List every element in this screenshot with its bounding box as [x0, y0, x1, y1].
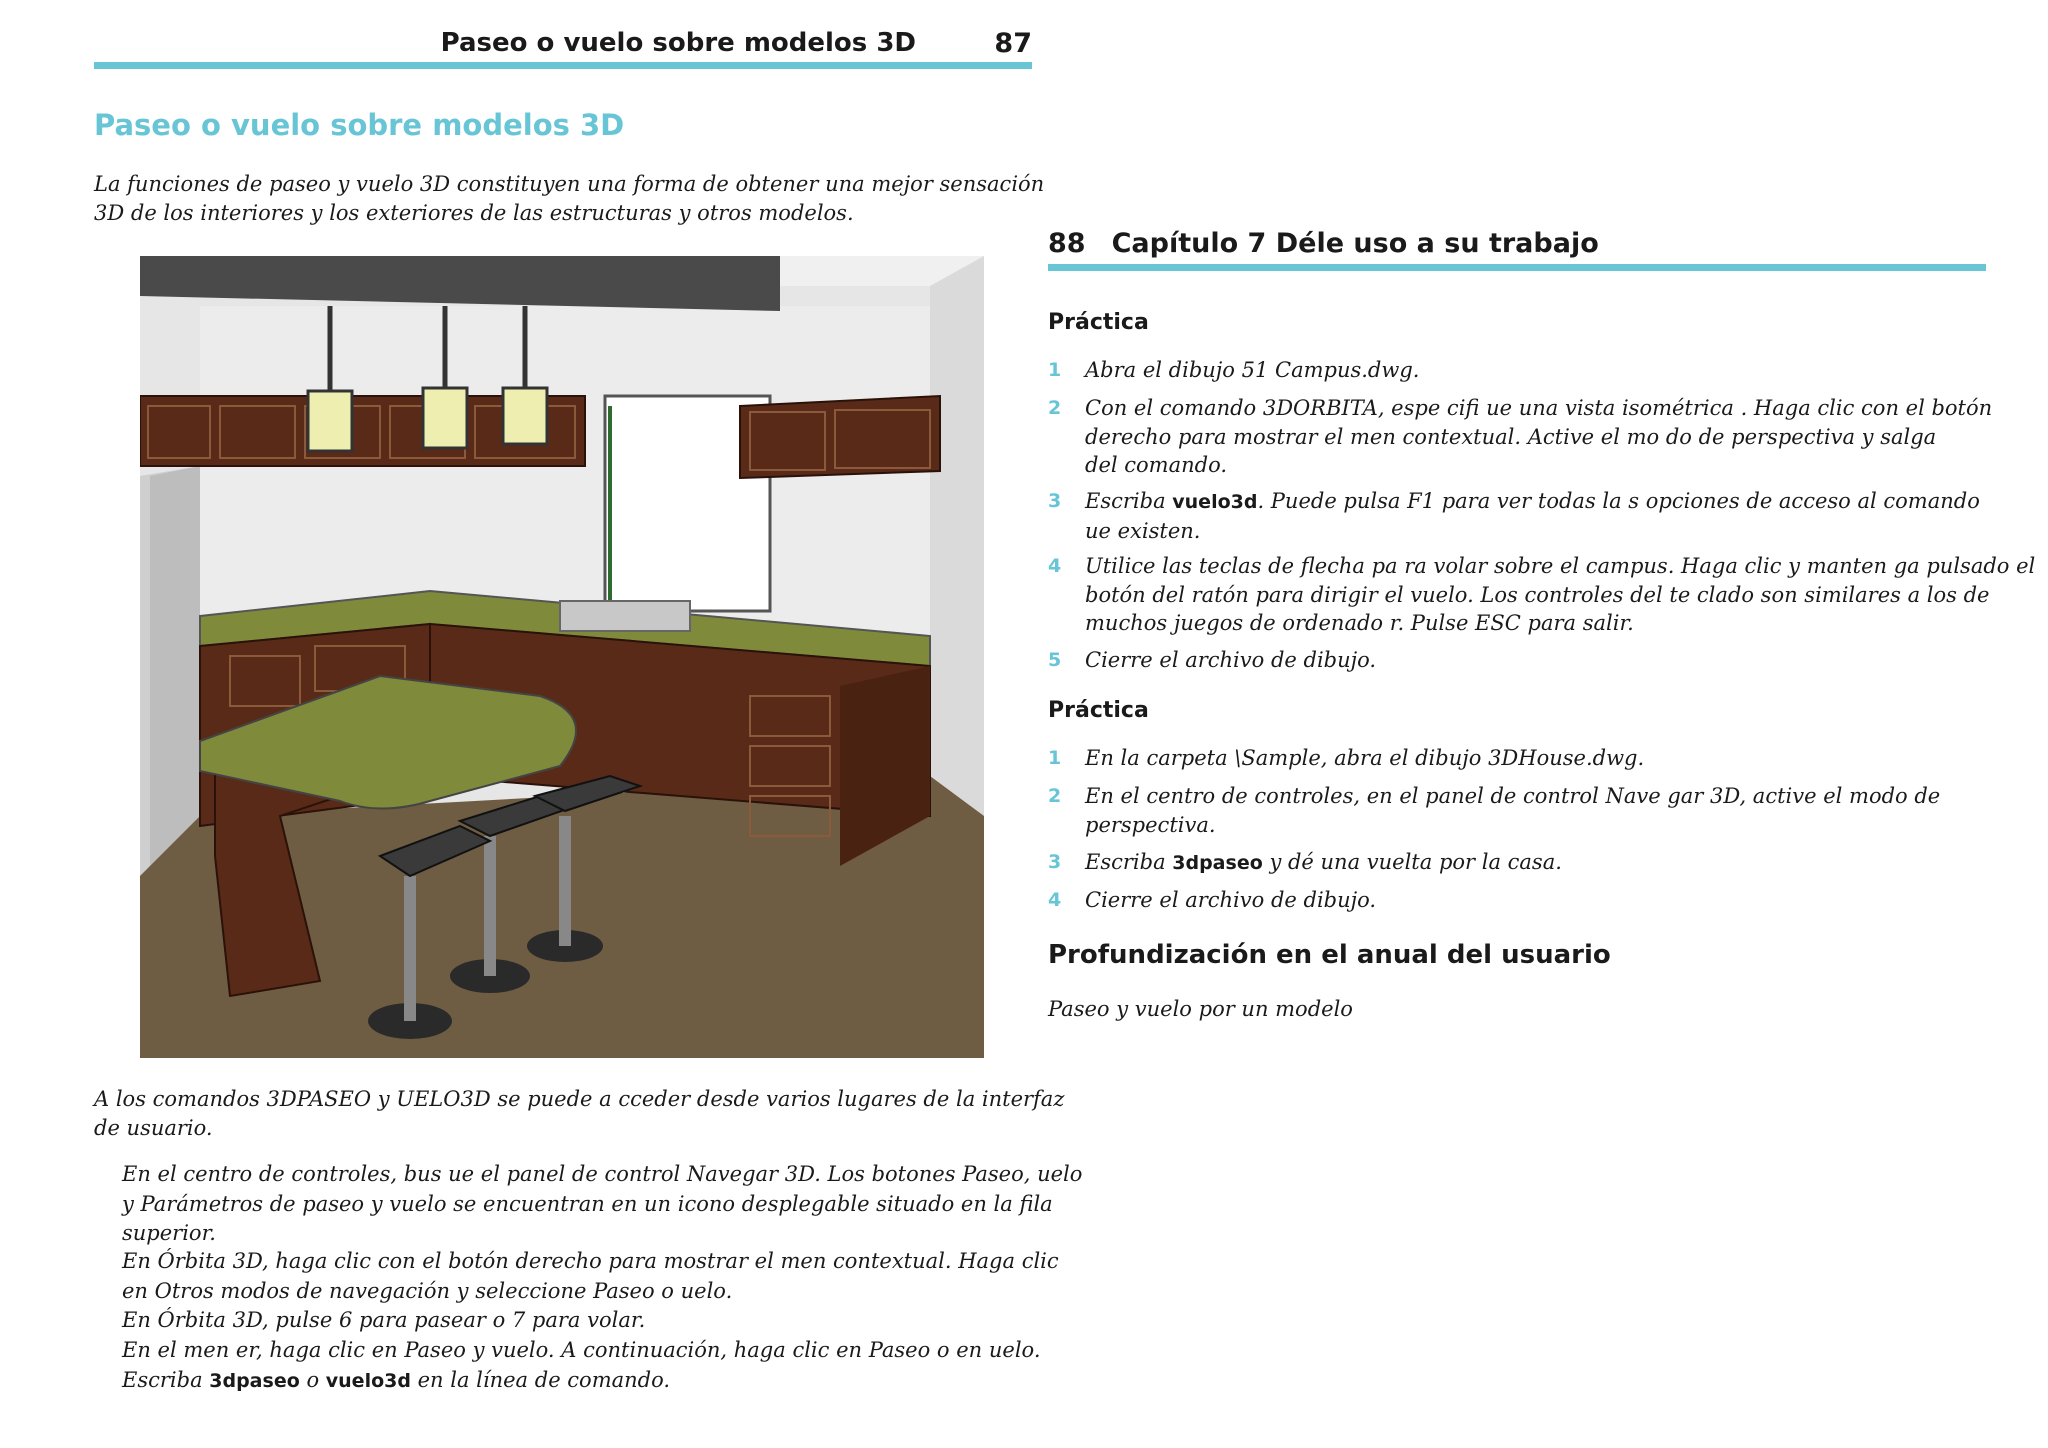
list-item-line: En el centro de controles, bus ue el panel de control Navegar 3D. Los botones Paseo, uelo	[122, 1162, 1083, 1186]
practice1-title: Práctica	[1048, 310, 1149, 335]
step-number: 4	[1048, 889, 1062, 911]
step-text: Cierre el archivo de dibujo.	[1085, 888, 1377, 912]
command-vuelo3d: vuelo3d	[1172, 491, 1258, 513]
left-header-title: Paseo o vuelo sobre modelos 3D	[440, 28, 916, 58]
list-item-line: En Órbita 3D, pulse 6 para pasear o 7 para volar.	[122, 1308, 646, 1332]
last-bullet-prefix: Escriba	[122, 1368, 210, 1392]
list-item-line: y Parámetros de paseo y vuelo se encuentran en un icono desplegable situado en la fila	[122, 1191, 1053, 1216]
step-text: botón del ratón para dirigir el vuelo. Los controles del te clado son similares a los de	[1085, 582, 1990, 607]
step-text: En la carpeta \Sample, abra el dibujo 3DHouse.dwg.	[1085, 746, 1645, 770]
left-page-header	[94, 28, 1032, 62]
step-text: derecho para mostrar el men contextual. Active el mo do de perspectiva y salga	[1085, 424, 1937, 449]
deep-dive-title: Profundización en el anual del usuario	[1048, 940, 1611, 970]
step-number: 1	[1048, 747, 1062, 769]
step-text: Cierre el archivo de dibujo.	[1085, 648, 1377, 672]
left-page-number: 87	[994, 28, 1032, 59]
step-number: 3	[1048, 490, 1062, 512]
chapter-title: Capítulo 7 Déle uso a su trabajo	[1111, 228, 1599, 259]
list-item	[122, 1160, 1082, 1249]
kitchen-3d-model-image	[140, 256, 984, 1058]
step-text: del comando.	[1085, 453, 1228, 477]
step-number: 3	[1048, 851, 1062, 873]
left-header-rule	[94, 62, 1032, 69]
access-line: de usuario.	[94, 1115, 213, 1140]
step-text: Escriba	[1085, 489, 1173, 513]
step-number: 2	[1048, 785, 1062, 807]
practice2-title: Práctica	[1048, 698, 1149, 723]
list-item	[122, 1247, 1059, 1306]
right-page-number: 88	[1048, 228, 1086, 259]
intro-line: La funciones de paseo y vuelo 3D constituyen una forma de obtener una mejor sensación	[94, 172, 1045, 196]
step-text: Utilice las teclas de flecha pa ra volar sobre el campus. Haga clic y manten ga pulsado el	[1085, 554, 2036, 578]
last-bullet-suffix: en la línea de comando.	[410, 1368, 671, 1392]
intro-paragraph	[94, 170, 1044, 227]
step-text: perspectiva.	[1085, 812, 1216, 837]
command-vuelo3d: vuelo3d	[325, 1370, 411, 1392]
list-item	[122, 1336, 1041, 1366]
access-paragraph	[94, 1085, 1064, 1142]
step-text: En el centro de controles, en el panel de control Nave gar 3D, active el modo de	[1085, 784, 1941, 808]
step-text: ue existen.	[1085, 518, 1201, 543]
step-number: 4	[1048, 555, 1062, 577]
last-bullet-mid: o	[299, 1368, 326, 1392]
list-item-line: en Otros modos de navegación y seleccione Paseo o uelo.	[122, 1278, 733, 1303]
step-number: 5	[1048, 649, 1062, 671]
step-text: muchos juegos de ordenado r. Pulse ESC para salir.	[1085, 611, 1634, 635]
list-item	[122, 1366, 670, 1397]
section-title: Paseo o vuelo sobre modelos 3D	[94, 108, 625, 142]
command-3dpaseo: 3dpaseo	[1172, 852, 1263, 874]
deep-dive-text: Paseo y vuelo por un modelo	[1048, 997, 1353, 1021]
access-line: A los comandos 3DPASEO y UELO3D se puede a cceder desde varios lugares de la interfaz	[94, 1087, 1065, 1111]
step-text: Con el comando 3DORBITA, espe cifi ue una vista isométrica . Haga clic con el botón	[1085, 396, 1993, 420]
step-number: 2	[1048, 397, 1062, 419]
list-item	[122, 1306, 645, 1336]
step-text: Abra el dibujo 51 Campus.dwg.	[1085, 358, 1420, 382]
list-item-line: superior.	[122, 1221, 216, 1245]
command-3dpaseo: 3dpaseo	[209, 1370, 300, 1392]
step-number: 1	[1048, 359, 1062, 381]
right-header-rule	[1048, 264, 1986, 271]
step-text: Escriba	[1085, 850, 1173, 874]
step-text: y dé una vuelta por la casa.	[1262, 850, 1562, 874]
right-page-header	[1048, 228, 1599, 259]
list-item-line: En Órbita 3D, haga clic con el botón derecho para mostrar el men contextual. Haga clic	[122, 1249, 1059, 1273]
intro-line: 3D de los interiores y los exteriores de las estructuras y otros modelos.	[94, 200, 854, 225]
step-text: . Puede pulsa F1 para ver todas la s opciones de acceso al comando	[1257, 489, 1980, 513]
list-item-line: En el men er, haga clic en Paseo y vuelo. A continuación, haga clic en Paseo o en uelo.	[122, 1338, 1041, 1362]
